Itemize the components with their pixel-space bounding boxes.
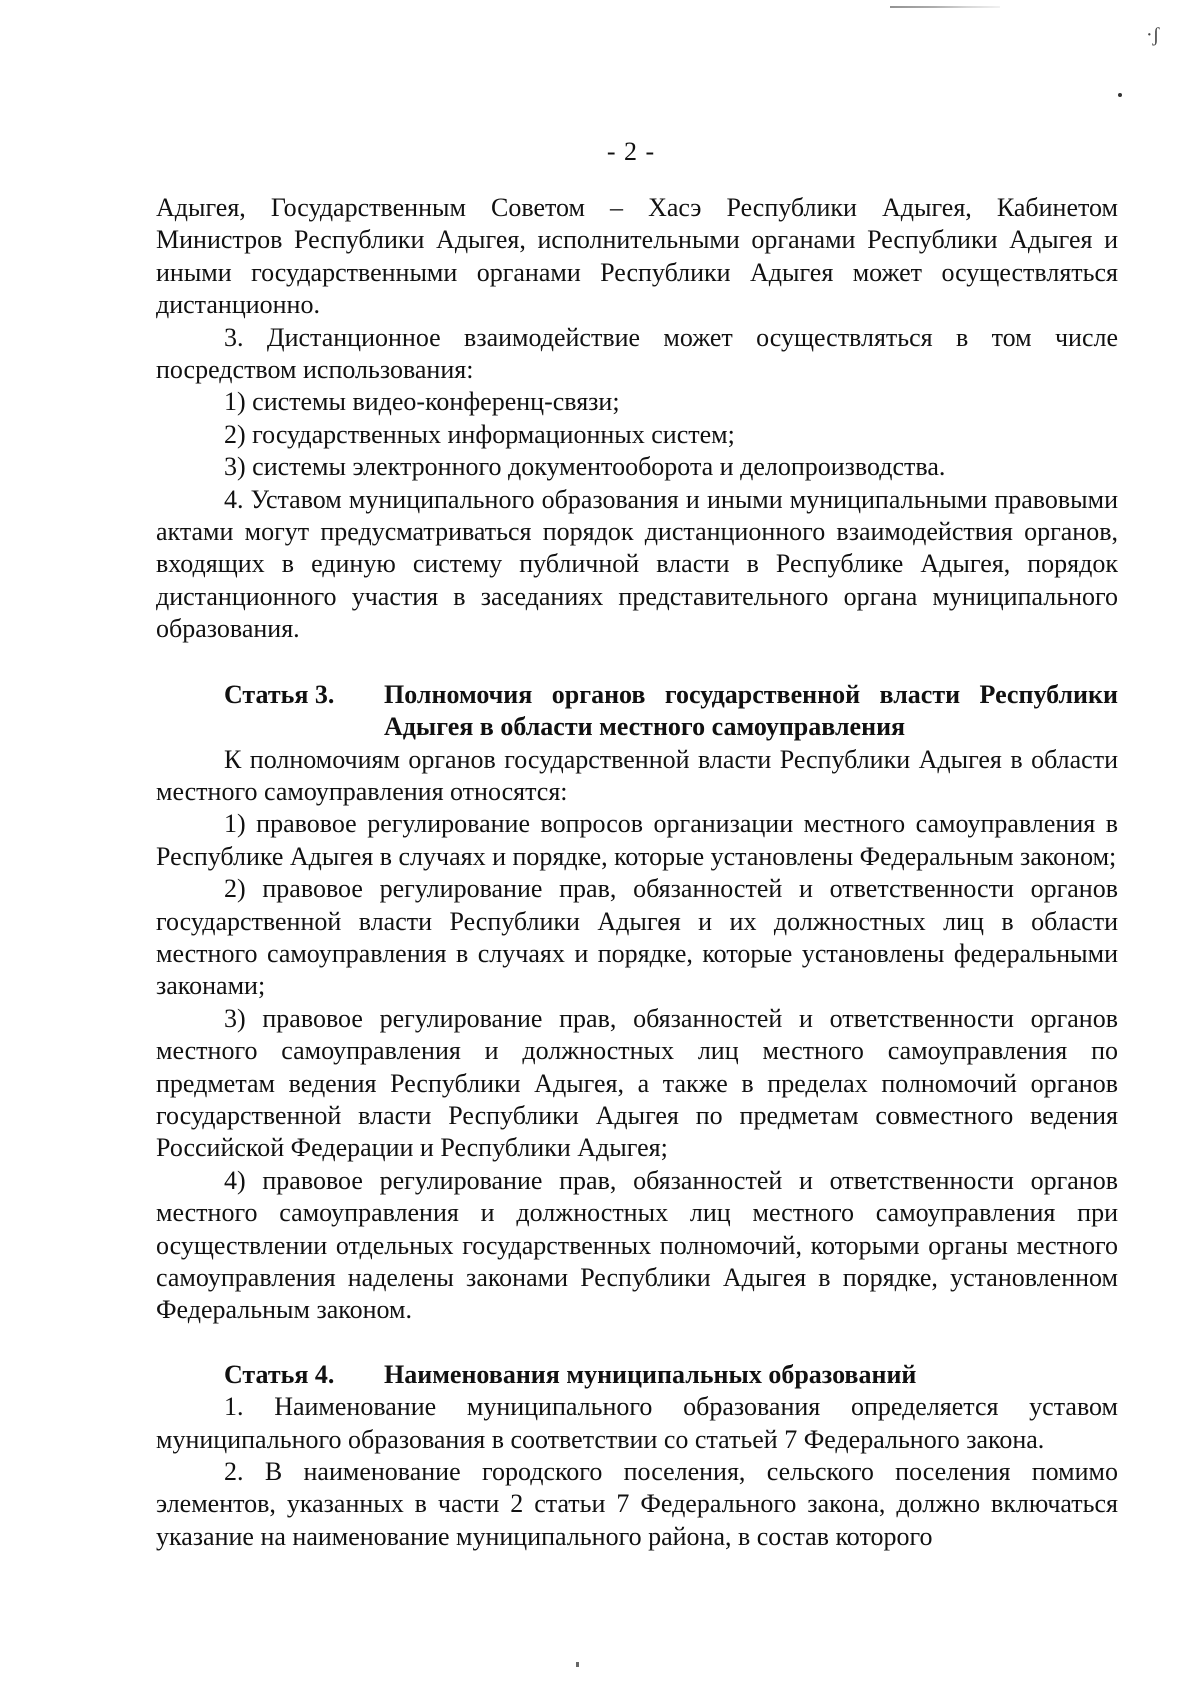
- article-3-number: Статья 3.: [224, 679, 335, 709]
- article-3-intro: К полномочиям органов государственной власти Республики Адыгея в области местного самоуправления относятся:: [156, 744, 1118, 806]
- paragraph-4: 4. Уставом муниципального образования и иными муниципальными правовыми актами могут предусматриваться порядок дистанционного взаимодействия органов, входящих в единую систему публичной власти в Республике Адыгея, порядок дистанционного участия в заседаниях представительного органа муниципального образования.: [156, 484, 1118, 644]
- list-item: 2) государственных информационных систем;: [224, 419, 735, 449]
- corner-mark: ·ʃ: [1146, 24, 1160, 46]
- intro-paragraph: Адыгея, Государственным Советом – Хасэ Республики Адыгея, Кабинетом Министров Республики Адыгея, исполнительными органами Республики Адыгея и иными государственными органами Республики Адыгея может осуществляться дистанционно.: [156, 193, 1118, 320]
- paragraph-3: 3. Дистанционное взаимодействие может осуществляться в том числе посредством использования:: [156, 322, 1118, 385]
- article-3-title: Полномочия органов государственной власти Республики Адыгея в области местного самоуправления: [384, 679, 1118, 742]
- scan-artifact-dot: [1118, 93, 1122, 97]
- list-item: 3) правовое регулирование прав, обязанностей и ответственности органов местного самоуправления и должностных лиц местного самоуправления по предметам ведения Республики Адыгея, а также в пределах полномочий органов государственной власти Республики Адыгея по предметам совместного ведения Российской Федерации и Республики Адыгея;: [156, 1003, 1118, 1163]
- list-item: 1) системы видео-конференц-связи;: [224, 387, 620, 417]
- article-4-title: Наименования муниципальных образований: [384, 1359, 917, 1389]
- article-4-number: Статья 4.: [224, 1359, 335, 1389]
- list-item: 2) правовое регулирование прав, обязанностей и ответственности органов государственной власти Республики Адыгея и их должностных лиц в области местного самоуправления в случаях и порядке, которые установлены федеральными законами;: [156, 874, 1118, 1001]
- article-4-paragraph-2: 2. В наименование городского поселения, сельского поселения помимо элементов, указанных в части 2 статьи 7 Федерального закона, должно включаться указание на наименование муниципального района, в состав которого: [156, 1457, 1118, 1551]
- document-body: [156, 192, 1118, 1553]
- article-4-heading: [156, 1359, 1118, 1391]
- article-4-paragraph-1: 1. Наименование муниципального образования определяется уставом муниципального образования в соответствии со статьей 7 Федерального закона.: [156, 1392, 1118, 1454]
- list-item: 3) системы электронного документооборота и делопроизводства.: [224, 452, 946, 482]
- scan-artifact-dot: [576, 1662, 579, 1667]
- article-3-heading: [156, 679, 1118, 744]
- scan-artifact-line: [890, 6, 1000, 8]
- page-number: - 2 -: [606, 137, 656, 166]
- list-item: 1) правовое регулирование вопросов организации местного самоуправления в Республике Адыгея в случаях и порядке, которые установлены Федеральным законом;: [156, 809, 1118, 871]
- list-item: 4) правовое регулирование прав, обязанностей и ответственности органов местного самоуправления и должностных лиц местного самоуправления при осуществлении отдельных государственных полномочий, которыми органы местного самоуправления наделены законами Республики Адыгея в порядке, установленном Федеральным законом.: [156, 1165, 1118, 1325]
